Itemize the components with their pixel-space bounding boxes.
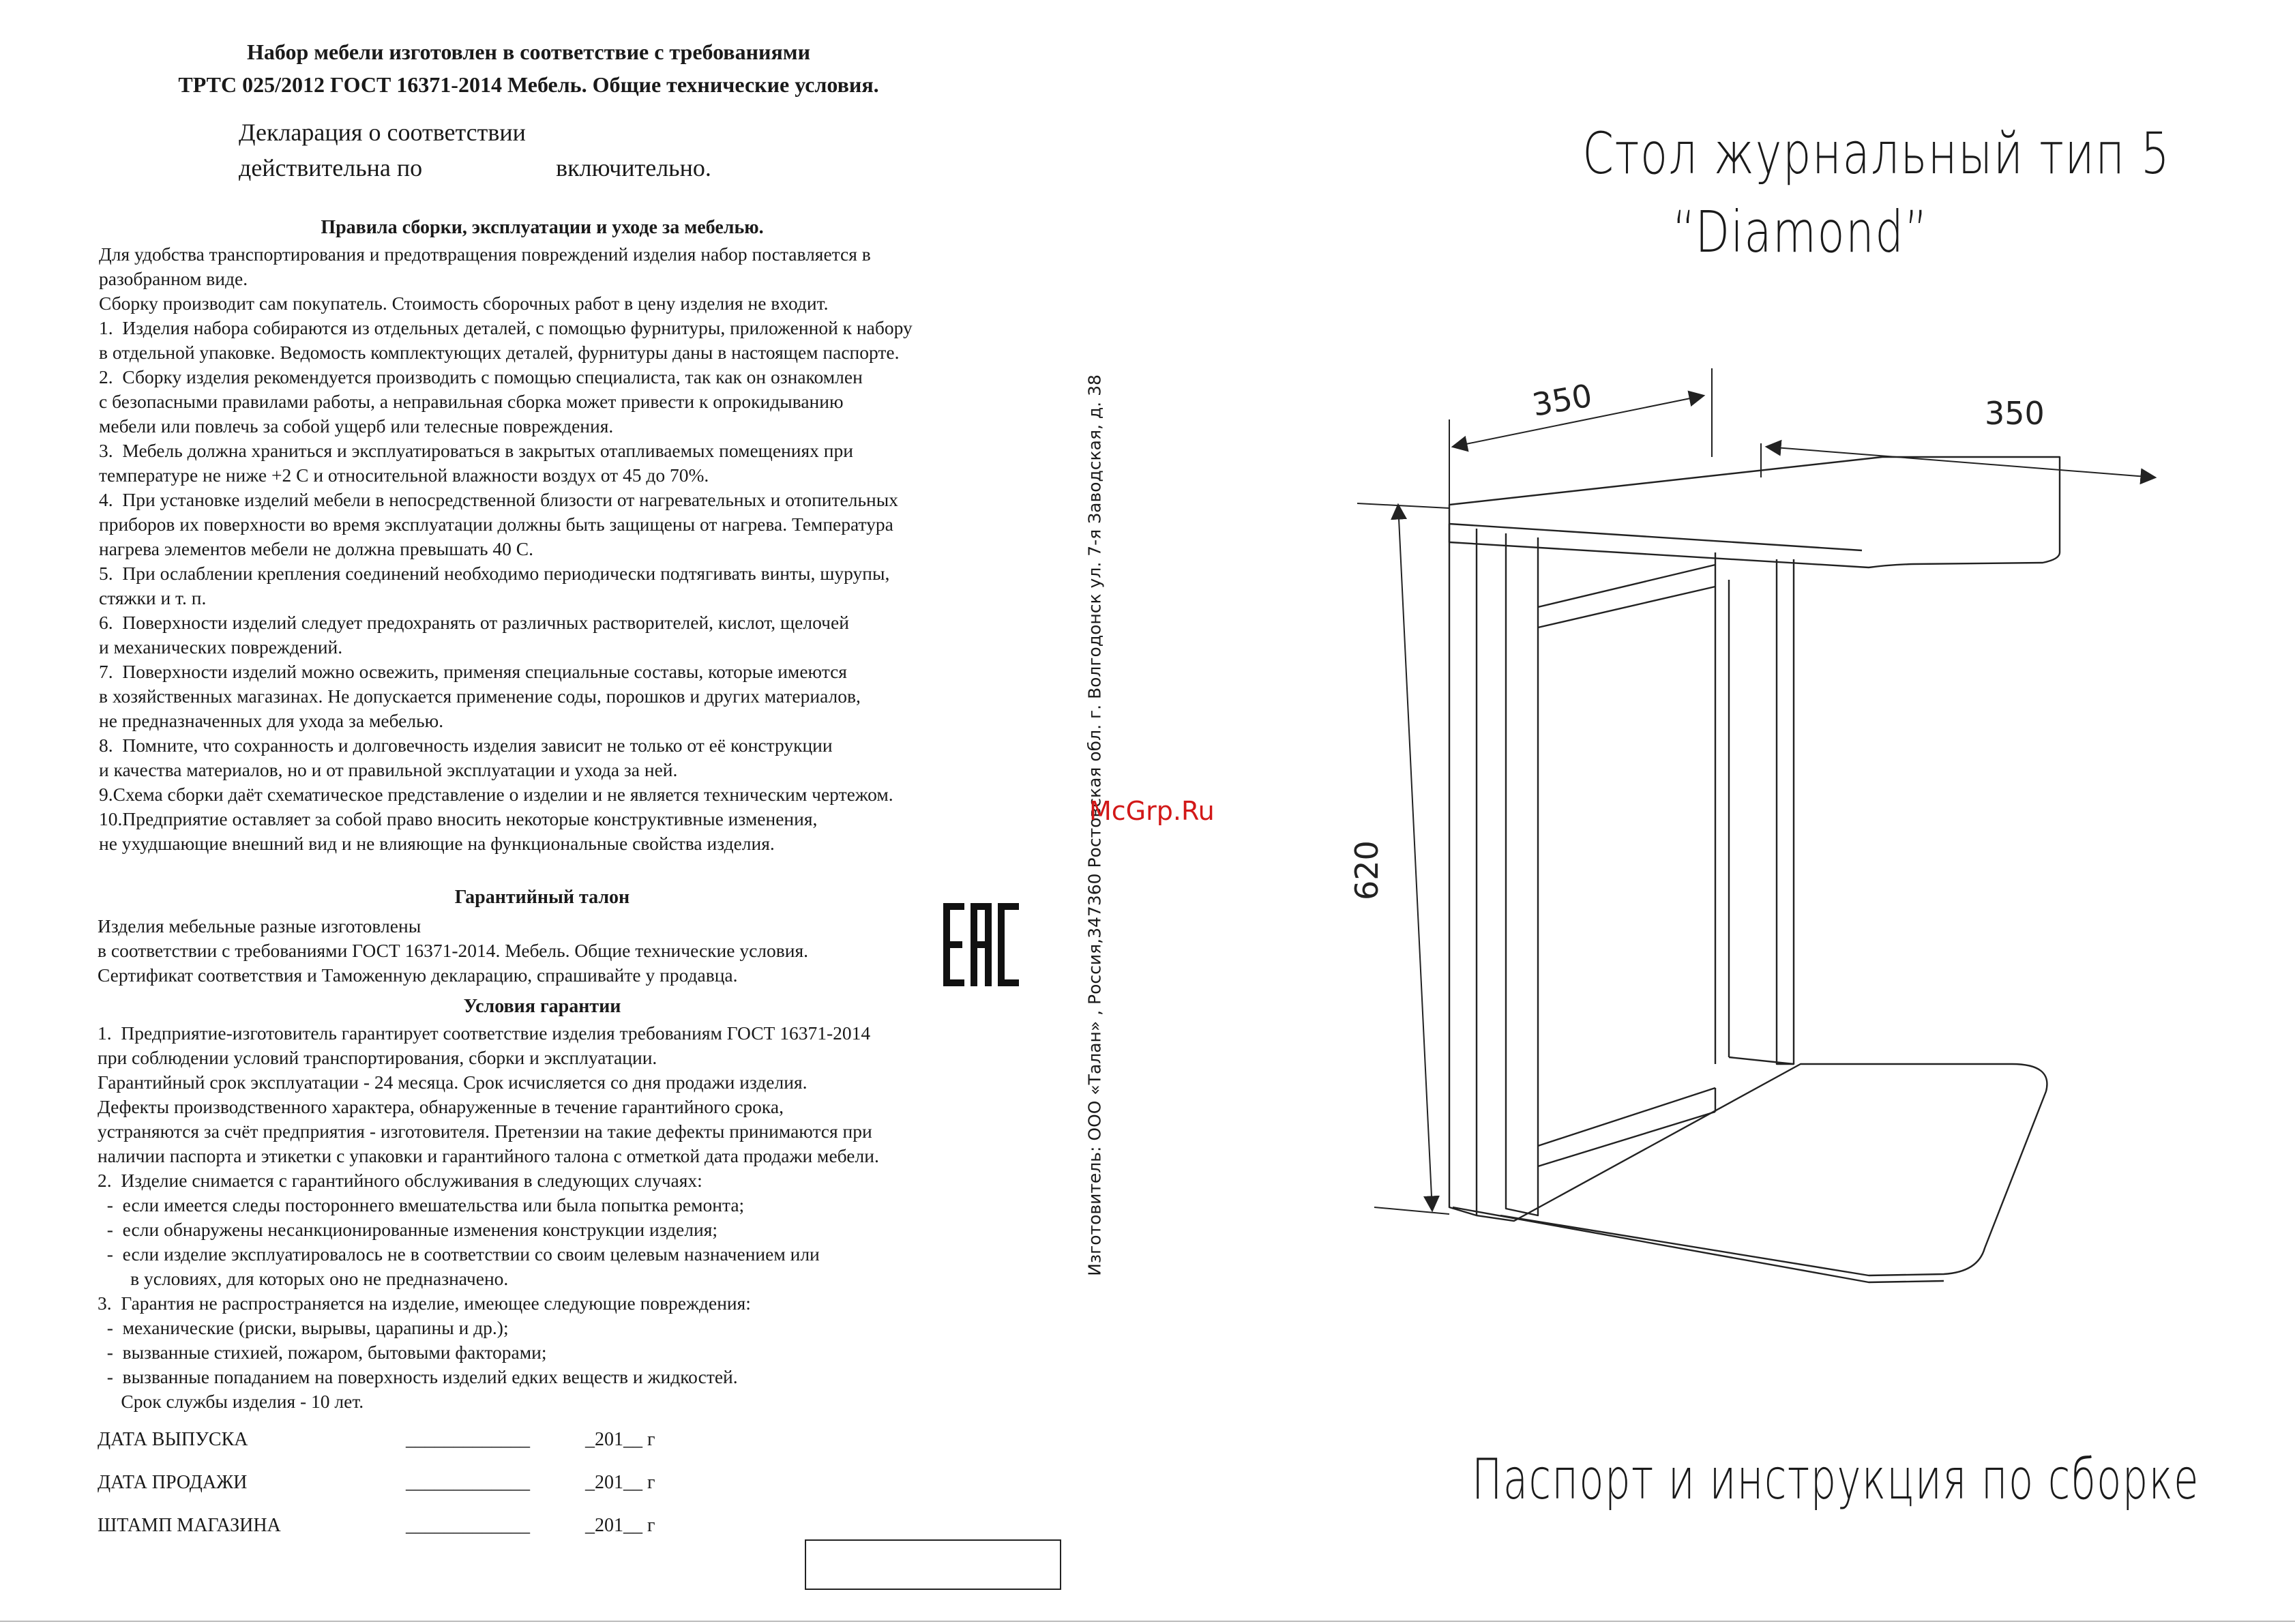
conditions-line: - если обнаружены несанкционированные изменения конструкции изделия; [98, 1219, 717, 1240]
declaration-line-2 [239, 150, 711, 186]
rules-line: 5. При ослаблении крепления соединений необходимо периодически подтягивать винты, шурупы, [99, 563, 890, 584]
signature-blank: _____________ [406, 1472, 530, 1493]
left-panel [1449, 524, 1477, 1215]
conditions-line: 1. Предприятие-изготовитель гарантирует соответствие изделия требованиям ГОСТ 16371-2014 [98, 1022, 871, 1044]
conditions-line: Гарантийный срок эксплуатации - 24 месяца. Срок исчисляется со дня продажи изделия. [98, 1072, 808, 1093]
rules-line: 8. Помните, что сохранность и долговечность изделия зависит не только от её конструкции [99, 735, 833, 756]
header-line-2: ТРТС 025/2012 ГОСТ 16371-2014 Мебель. Общие технические условия. [178, 72, 879, 97]
conditions-title: Условия гарантии [463, 996, 621, 1017]
dimension-depth: 350 [1985, 395, 2045, 432]
dimension-height: 620 [1348, 840, 1385, 900]
declaration-valid-until: действительна по [239, 154, 423, 181]
warranty-text [98, 914, 808, 988]
rules-text [99, 242, 913, 856]
conditions-line: - если изделие эксплуатировалось не в соответствии со своим целевым назначением или [98, 1243, 820, 1265]
declaration-inclusive: включительно. [556, 154, 711, 181]
signature-year: _201__ г [585, 1515, 655, 1536]
passport-title: Паспорт и инструкция по сборке [1472, 1447, 2200, 1512]
rules-line: 2. Сборку изделия рекомендуется производить с помощью специалиста, так как он ознакомлен [99, 366, 863, 387]
right-panel [1777, 559, 1794, 1064]
declaration-block [239, 115, 711, 186]
rules-line: 3. Мебель должна храниться и эксплуатироваться в закрытых отапливаемых помещениях при [99, 440, 853, 461]
product-title: Стол журнальный тип 5 [1582, 120, 2171, 187]
rules-line: Для удобства транспортирования и предотвращения повреждений изделия набор поставляется в [99, 243, 871, 265]
conditions-line: - механические (риски, вырывы, царапины и др.); [98, 1317, 509, 1338]
rules-line: температуре не ниже +2 С и относительной влажности воздух от 45 до 70%. [99, 464, 709, 486]
rules-line: в отдельной упаковке. Ведомость комплектующих деталей, фурнитуры даны в настоящем паспорте. [99, 342, 900, 363]
rules-line: разобранном виде. [99, 268, 248, 289]
front-post [1506, 533, 1538, 1215]
declaration-line-1: Декларация о соответствии [239, 119, 526, 146]
conditions-line: 3. Гарантия не распространяется на изделие, имеющее следующие повреждения: [98, 1293, 751, 1314]
conditions-line: наличии паспорта и этикетки с упаковки и гарантийного талона с отметкой дата продажи мебели. [98, 1145, 879, 1166]
rules-line: 1. Изделия набора собираются из отдельных деталей, с помощью фурнитуры, приложенной к набору [99, 317, 913, 338]
conditions-line: - вызванные стихией, пожаром, бытовыми факторами; [98, 1342, 547, 1363]
warranty-title: Гарантийный талон [454, 887, 630, 908]
warranty-line: в соответствии с требованиями ГОСТ 16371-2014. Мебель. Общие технические условия. [98, 940, 808, 961]
conditions-line: - если имеется следы постороннего вмешательства или была попытка ремонта; [98, 1194, 745, 1215]
warranty-line: Изделия мебельные разные изготовлены [98, 915, 421, 936]
eac-mark-icon [943, 900, 1020, 989]
signature-year: _201__ г [585, 1472, 655, 1493]
rules-line: 4. При установке изделий мебели в непосредственной близости от нагревательных и отопительных [99, 489, 898, 510]
rules-title: Правила сборки, эксплуатации и уходе за мебелью. [321, 217, 764, 238]
watermark: McGrp.Ru [1089, 796, 1215, 826]
warranty-line: Сертификат соответствия и Таможенную декларацию, спрашивайте у продавца. [98, 964, 738, 986]
conditions-line: устраняются за счёт предприятия - изготовителя. Претензии на такие дефекты принимаются при [98, 1121, 872, 1142]
rules-line: не предназначенных для ухода за мебелью. [99, 710, 444, 731]
signature-blank: _____________ [406, 1515, 530, 1536]
signature-label: ДАТА ВЫПУСКА [98, 1429, 248, 1450]
rules-line: нагрева элементов мебели не должна превышать 40 С. [99, 538, 533, 559]
rules-line: 10.Предприятие оставляет за собой право вносить некоторые конструктивные изменения, [99, 808, 818, 829]
conditions-line: Дефекты производственного характера, обнаруженные в течение гарантийного срока, [98, 1096, 784, 1117]
conditions-line: в условиях, для которых оно не предназначено. [98, 1268, 509, 1289]
base [1477, 1064, 2047, 1275]
manufacturer-text: Изготовитель: ООО «Талан» , Россия,347360 Ростовская обл. г. Волгодонск ул. 7-я Заводская, д. 38 [1084, 374, 1105, 1276]
conditions-line: 2. Изделие снимается с гарантийного обслуживания в следующих случаях: [98, 1170, 702, 1191]
dimension-width: 350 [1529, 377, 1595, 424]
signature-label: ДАТА ПРОДАЖИ [98, 1472, 248, 1493]
conditions-text [98, 1021, 879, 1414]
conditions-line: - вызванные попаданием на поверхность изделий едких веществ и жидкостей. [98, 1366, 738, 1387]
rules-line: 6. Поверхности изделий следует предохранять от различных растворителей, кислот, щелочей [99, 612, 849, 633]
conditions-line: при соблюдении условий транспортирования, сборки и эксплуатации. [98, 1047, 657, 1068]
rules-line: приборов их поверхности во время эксплуатации должны быть защищены от нагрева. Температура [99, 514, 893, 535]
rules-line: мебели или повлечь за собой ущерб или телесные повреждения. [99, 415, 614, 437]
rules-line: и качества материалов, но и от правильной эксплуатации и ухода за ней. [99, 759, 678, 780]
signature-label: ШТАМП МАГАЗИНА [98, 1515, 281, 1536]
stamp-box [805, 1539, 1061, 1590]
rules-line: 7. Поверхности изделий можно освежить, применяя специальные составы, которые имеются [99, 661, 847, 682]
page-edge-rule [0, 1621, 2295, 1622]
rules-line: не ухудшающие внешний вид и не влияющие на функциональные свойства изделия. [99, 833, 775, 854]
rules-line: с безопасными правилами работы, а неправильная сборка может привести к опрокидыванию [99, 391, 844, 412]
rules-line: Сборку производит сам покупатель. Стоимость сборочных работ в цену изделия не входит. [99, 293, 829, 314]
document-header [102, 35, 955, 101]
header-line-1: Набор мебели изготовлен в соответствие с требованиями [246, 40, 810, 64]
tabletop [1449, 457, 2060, 567]
rules-line: в хозяйственных магазинах. Не допускается применение соды, порошков и других материалов, [99, 685, 861, 707]
table-drawing [1330, 355, 2203, 1378]
signature-blank: _____________ [406, 1429, 530, 1450]
conditions-line: Срок службы изделия - 10 лет. [98, 1391, 364, 1412]
rules-line: 9.Схема сборки даёт схематическое представление о изделии и не является техническим чертежом. [99, 784, 893, 805]
product-model: “Diamond” [1672, 198, 1929, 265]
rules-line: стяжки и т. п. [99, 587, 207, 608]
rules-line: и механических повреждений. [99, 636, 343, 658]
signature-year: _201__ г [585, 1429, 655, 1450]
